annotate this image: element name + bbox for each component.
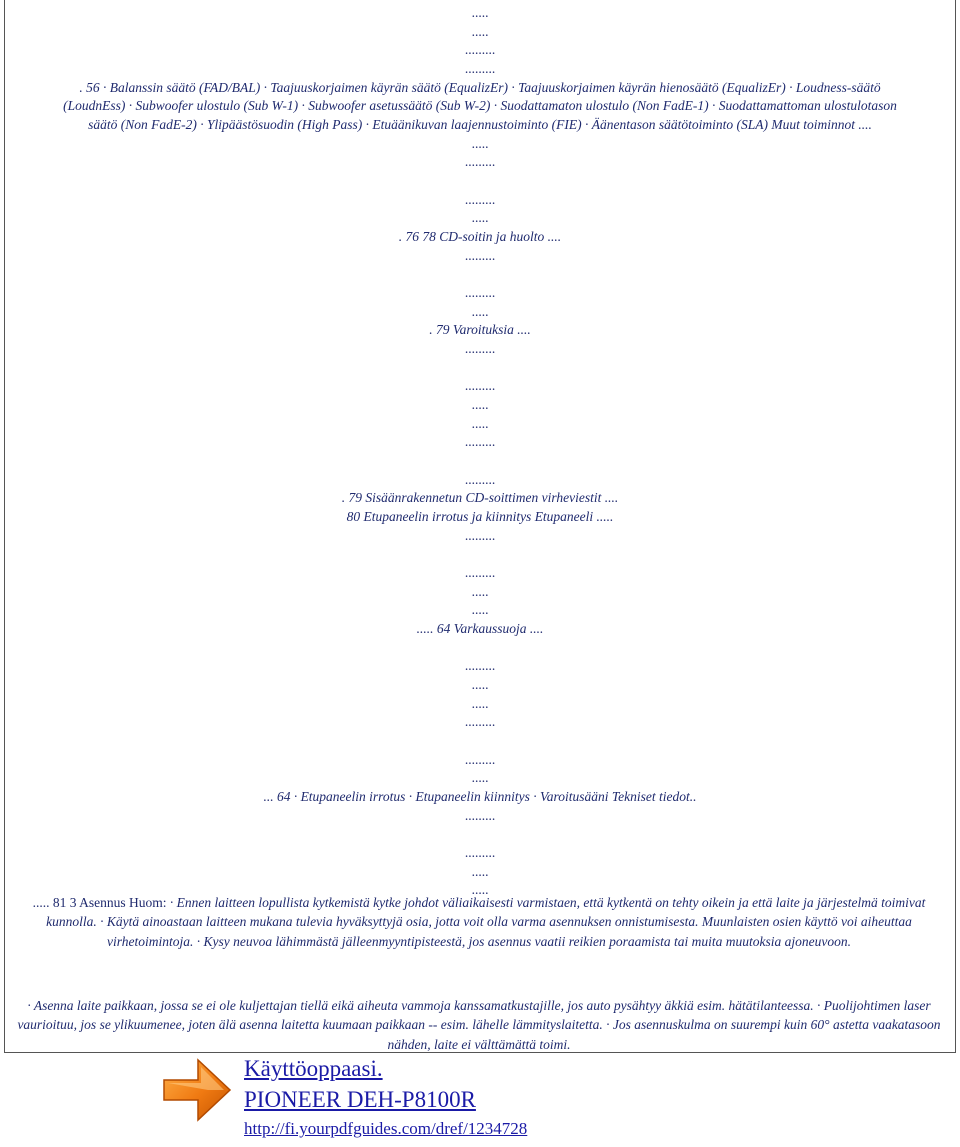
toc-line: ......... xyxy=(464,191,496,207)
toc-line: ......... xyxy=(464,471,496,487)
installation-note-paragraph xyxy=(14,893,944,951)
toc-line: 80 Etupaneelin irrotus ja kiinnitys Etupaneeli ..... xyxy=(346,509,614,525)
installation-note-text: · Ennen laitteen lopullista kytkemistä kytke johdot väliaikaisesti varmistaen, että kytkentä on tehty oikein ja että laite ja järjestelmä toimivat kunnolla. · Käytä ainoastaan laitteen mukana tulevia hyväksyttyjä osia, jotta voit olla varma asennuksen onnistumisesta. Muunlaisten osien käyttö voi aiheuttaa virhetoimintoja. · Kysy neuvoa lähimmästä jälleenmyyntipisteestä, jos asennus vaatii reikien poraamista tai muita muutoksia ajoneuvoon. xyxy=(46,895,926,949)
url-link[interactable]: http://fi.yourpdfguides.com/dref/1234728 xyxy=(244,1119,528,1138)
product-link[interactable]: PIONEER DEH-P8100R xyxy=(244,1087,476,1112)
toc-line: . 79 Varoituksia .... xyxy=(429,322,531,338)
toc-line: ..... xyxy=(471,415,489,431)
toc-line: ......... xyxy=(464,341,496,357)
toc-line: . 56 · Balanssin säätö (FAD/BAL) · Taajuuskorjaimen käyrän säätö (EqualizEr) · Taajuuskorjaimen käyrän hienosäätö (EqualizEr) · Loudness-säätö xyxy=(79,79,881,95)
toc-line: ......... xyxy=(464,658,496,674)
toc-line: ..... xyxy=(471,882,489,898)
toc-line: ......... xyxy=(464,61,496,76)
toc-line: (LoudnEss) · Subwoofer ulostulo (Sub W-1) · Subwoofer asetussäätö (Sub W-2) · Suodattamaton ulostulo (Non FadE-1) · Suodattamattoman ulostulotason xyxy=(63,98,897,114)
toc-line: ......... xyxy=(464,42,496,58)
toc-line: ..... xyxy=(471,303,489,319)
toc-line: ......... xyxy=(464,751,496,767)
arrow-icon xyxy=(158,1052,234,1126)
toc-line: ..... xyxy=(471,770,489,786)
toc-line: ......... xyxy=(464,247,496,263)
toc-line: . 79 Sisäänrakennetun CD-soittimen virheviestit .... xyxy=(341,490,619,506)
toc-line: ..... xyxy=(471,677,489,693)
toc-line: ..... xyxy=(471,210,489,226)
toc-line: ......... xyxy=(464,527,496,543)
toc-line: ......... xyxy=(464,285,496,301)
toc-line: ... 64 · Etupaneelin irrotus · Etupaneelin kiinnitys · Varoitusääni Tekniset tiedot.. xyxy=(263,789,697,805)
toc-line: ..... xyxy=(471,863,489,879)
toc-line: ......... xyxy=(464,807,496,823)
toc-line: ......... xyxy=(464,845,496,861)
toc-line: ..... xyxy=(471,5,489,20)
toc-line: ......... xyxy=(464,714,496,730)
toc-line: ..... xyxy=(471,602,489,618)
toc-line: ..... xyxy=(471,23,489,39)
toc-line: . 76 78 CD-soitin ja huolto .... xyxy=(398,229,562,245)
toc-line: ..... xyxy=(471,583,489,599)
toc-line: ......... xyxy=(464,434,496,450)
toc-line: ......... xyxy=(464,565,496,581)
toc-line: ..... xyxy=(471,695,489,711)
toc-line: ..... xyxy=(471,397,489,413)
installation-placement-paragraph: · Asenna laite paikkaan, jossa se ei ole kuljettajan tiellä eikä aiheuta vammoja kanssamatkustajille, jos auto pysähtyy äkkiä esim. hätätilanteessa. · Puolijohtimen laser vaurioituu, jos se ylikuumenee, joten älä asenna laitetta kuumaan paikkaan -- esim. lähelle lämmityslaitetta. · Jos asennuskulma on suurempi kuin 60° astetta vaakatasoon nähden, laite ei välttämättä toimi. xyxy=(17,998,941,1052)
toc-line: ..... xyxy=(471,135,489,151)
toc-line: säätö (Non FadE-2) · Ylipäästösuodin (High Pass) · Etuäänikuvan laajennustoiminto (FIE) · Äänentason säätötoiminto (SLA) Muut toiminnot .... xyxy=(88,117,872,133)
toc-line: ......... xyxy=(464,154,496,170)
toc-line: ......... xyxy=(464,378,496,394)
installation-heading: ..... 81 3 Asennus Huom: xyxy=(32,895,167,910)
guide-link[interactable]: Käyttöoppaasi. xyxy=(244,1056,383,1081)
toc-line: ..... 64 Varkaussuoja .... xyxy=(416,621,544,637)
